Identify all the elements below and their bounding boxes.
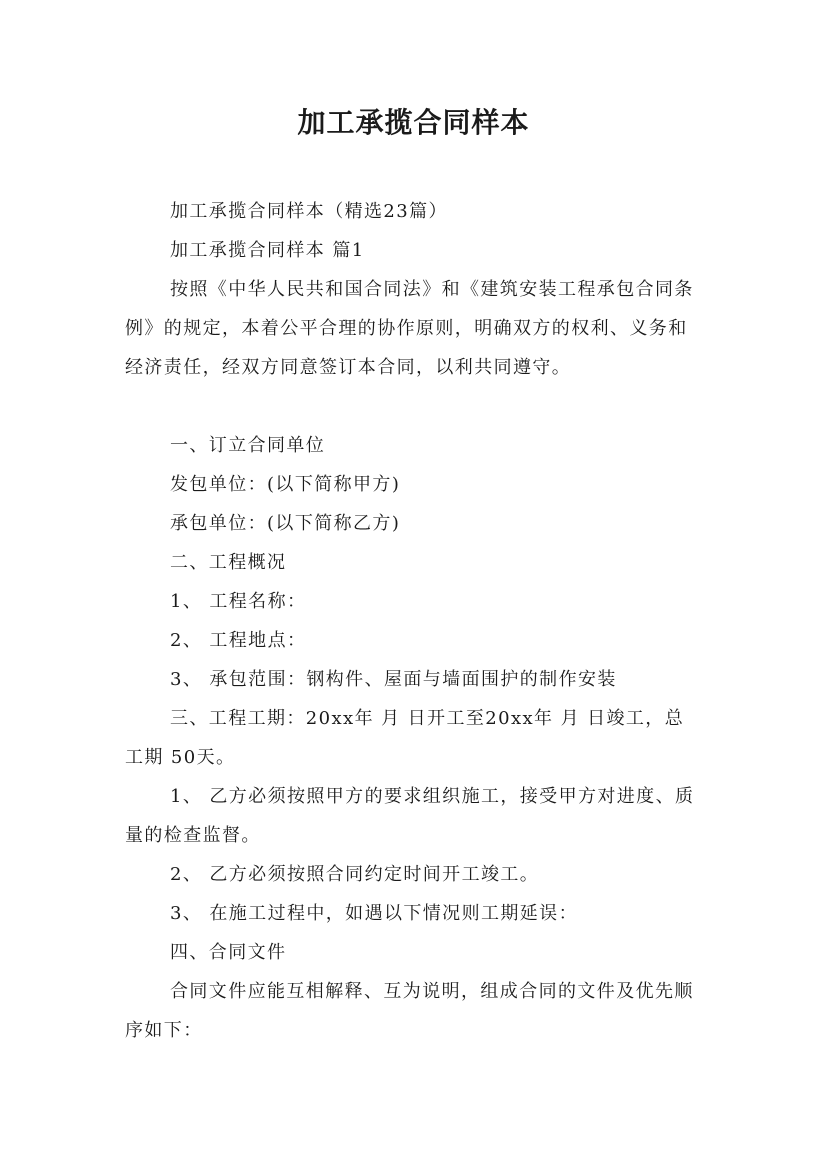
paragraph-scope: 3、 承包范围：钢构件、屋面与墙面围护的制作安装 <box>170 669 617 690</box>
paragraph-party-b: 承包单位：(以下简称乙方) <box>170 513 401 534</box>
paragraph-clause-2: 2、 乙方必须按照合同约定时间开工竣工。 <box>170 864 540 885</box>
paragraph-schedule: 三、工程工期：20xx年 月 日开工至20xx年 月 日竣工，总工期 50天。 <box>125 708 685 768</box>
paragraph-heading-overview: 二、工程概况 <box>170 552 287 573</box>
paragraph-clause-3: 3、 在施工过程中，如遇以下情况则工期延误： <box>170 903 578 924</box>
paragraph-subtitle: 加工承揽合同样本（精选23篇） <box>170 201 448 222</box>
paragraph-heading-parties: 一、订立合同单位 <box>170 435 326 456</box>
paragraph-party-a: 发包单位：(以下简称甲方) <box>170 474 401 495</box>
paragraph-heading-documents: 四、合同文件 <box>170 942 287 963</box>
paragraph-project-location: 2、 工程地点： <box>170 630 307 651</box>
paragraph-documents-order: 合同文件应能互相解释、互为说明，组成合同的文件及优先顺序如下： <box>125 981 694 1041</box>
paragraph-project-name: 1、 工程名称： <box>170 591 307 612</box>
paragraph-clause-1: 1、 乙方必须按照甲方的要求组织施工，接受甲方对进度、质量的检查监督。 <box>125 786 695 846</box>
paragraph-intro: 按照《中华人民共和国合同法》和《建筑安装工程承包合同条例》的规定，本着公平合理的协作原则，明确双方的权利、义务和经济责任，经双方同意签订本合同，以利共同遵守。 <box>125 279 694 378</box>
document-title: 加工承揽合同样本 <box>297 106 530 139</box>
paragraph-section-heading: 加工承揽合同样本 篇1 <box>170 240 365 261</box>
